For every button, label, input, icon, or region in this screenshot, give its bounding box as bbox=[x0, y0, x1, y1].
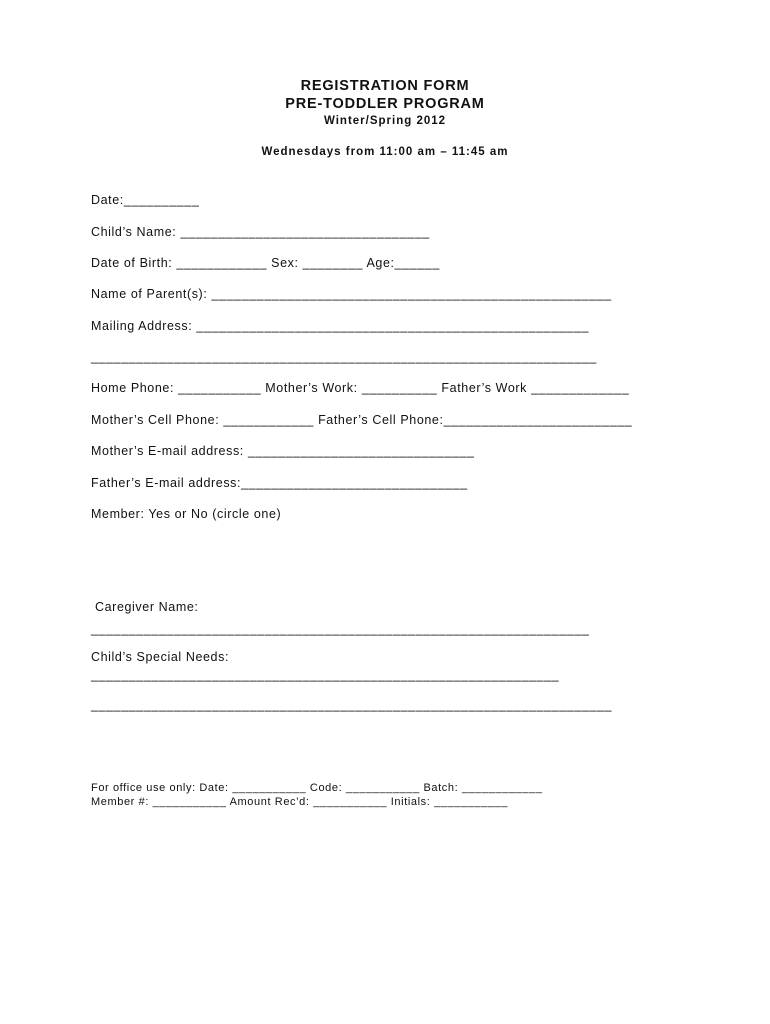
father-cell-blank[interactable]: _________________________ bbox=[443, 413, 633, 427]
parents-blank[interactable]: _____________________________________________________ bbox=[211, 287, 612, 301]
member-row bbox=[91, 507, 281, 521]
father-email-blank[interactable]: ______________________________ bbox=[241, 476, 468, 490]
dob-blank[interactable]: ____________ bbox=[176, 256, 268, 270]
office-use-label: For office use only: bbox=[91, 782, 196, 794]
child-name-label: Child’s Name: bbox=[91, 225, 177, 239]
caregiver-blank[interactable]: __________________________________________________________________ bbox=[91, 622, 590, 636]
dob-label: Date of Birth: bbox=[91, 256, 173, 270]
child-name-row bbox=[91, 225, 430, 239]
age-blank[interactable]: ______ bbox=[394, 256, 440, 270]
office-use-row-1 bbox=[91, 782, 543, 794]
mother-email-blank[interactable]: ______________________________ bbox=[247, 444, 475, 458]
office-use-row-2 bbox=[91, 796, 508, 808]
office-date-label: Date: bbox=[199, 782, 229, 794]
child-name-blank[interactable]: _________________________________ bbox=[180, 225, 430, 239]
special-needs-blank-row-2 bbox=[91, 698, 612, 712]
caregiver-blank-row bbox=[91, 622, 589, 636]
parents-row bbox=[91, 287, 612, 301]
caregiver-label: Caregiver Name: bbox=[95, 600, 199, 614]
program-title: PRE-TODDLER PROGRAM bbox=[285, 96, 485, 112]
office-code-label: Code: bbox=[309, 782, 343, 794]
mothers-work-blank[interactable]: __________ bbox=[361, 381, 438, 395]
office-date-blank[interactable]: ___________ bbox=[232, 782, 307, 794]
date-label: Date: bbox=[91, 193, 124, 207]
form-title: REGISTRATION FORM bbox=[300, 78, 470, 94]
parents-label: Name of Parent(s): bbox=[91, 287, 208, 301]
office-amount-blank[interactable]: ___________ bbox=[313, 796, 388, 808]
special-needs-blank[interactable]: ______________________________________________________________ bbox=[91, 668, 560, 682]
mailing-address-blank[interactable]: ____________________________________________________ bbox=[196, 319, 590, 333]
special-needs-blank-row bbox=[91, 668, 559, 682]
mailing-address-label: Mailing Address: bbox=[91, 319, 193, 333]
office-amount-label: Amount Rec’d: bbox=[229, 796, 310, 808]
schedule-line: Wednesdays from 11:00 am – 11:45 am bbox=[261, 146, 509, 158]
date-field-row bbox=[91, 193, 199, 207]
office-batch-label: Batch: bbox=[423, 782, 459, 794]
office-member-label: Member #: bbox=[91, 796, 149, 808]
mother-cell-label: Mother’s Cell Phone: bbox=[91, 413, 220, 427]
fathers-work-label: Father’s Work bbox=[441, 381, 528, 395]
season-subtitle: Winter/Spring 2012 bbox=[323, 115, 447, 127]
special-needs-row bbox=[91, 650, 229, 664]
special-needs-blank-2[interactable]: _____________________________________________________________________ bbox=[91, 698, 613, 712]
home-phone-blank[interactable]: ___________ bbox=[178, 381, 262, 395]
father-email-label: Father’s E-mail address: bbox=[91, 476, 242, 490]
office-batch-blank[interactable]: ____________ bbox=[461, 782, 543, 794]
father-email-row bbox=[91, 476, 468, 490]
mother-email-label: Mother’s E-mail address: bbox=[91, 444, 244, 458]
special-needs-label: Child’s Special Needs: bbox=[91, 650, 230, 664]
sex-blank[interactable]: ________ bbox=[302, 256, 364, 270]
office-initials-blank[interactable]: ___________ bbox=[434, 796, 508, 808]
mothers-work-label: Mother’s Work: bbox=[265, 381, 358, 395]
office-initials-label: Initials: bbox=[390, 796, 431, 808]
birth-sex-age-row bbox=[91, 256, 440, 270]
caregiver-row bbox=[95, 600, 198, 614]
office-code-blank[interactable]: ___________ bbox=[345, 782, 420, 794]
fathers-work-blank[interactable]: _____________ bbox=[531, 381, 630, 395]
father-cell-label: Father’s Cell Phone: bbox=[318, 413, 444, 427]
mother-email-row bbox=[91, 444, 475, 458]
mailing-address-row bbox=[91, 319, 589, 333]
mailing-address-blank-2[interactable]: ___________________________________________________________________ bbox=[91, 350, 597, 364]
phones-row bbox=[91, 381, 629, 395]
age-label: Age: bbox=[366, 256, 395, 270]
office-member-blank[interactable]: ___________ bbox=[152, 796, 227, 808]
date-blank[interactable]: __________ bbox=[123, 193, 200, 207]
mother-cell-blank[interactable]: ____________ bbox=[223, 413, 314, 427]
cell-phones-row bbox=[91, 413, 632, 427]
member-label: Member: Yes or No (circle one) bbox=[91, 507, 282, 521]
home-phone-label: Home Phone: bbox=[91, 381, 175, 395]
sex-label: Sex: bbox=[271, 256, 299, 270]
mailing-address-row-2 bbox=[91, 350, 597, 364]
